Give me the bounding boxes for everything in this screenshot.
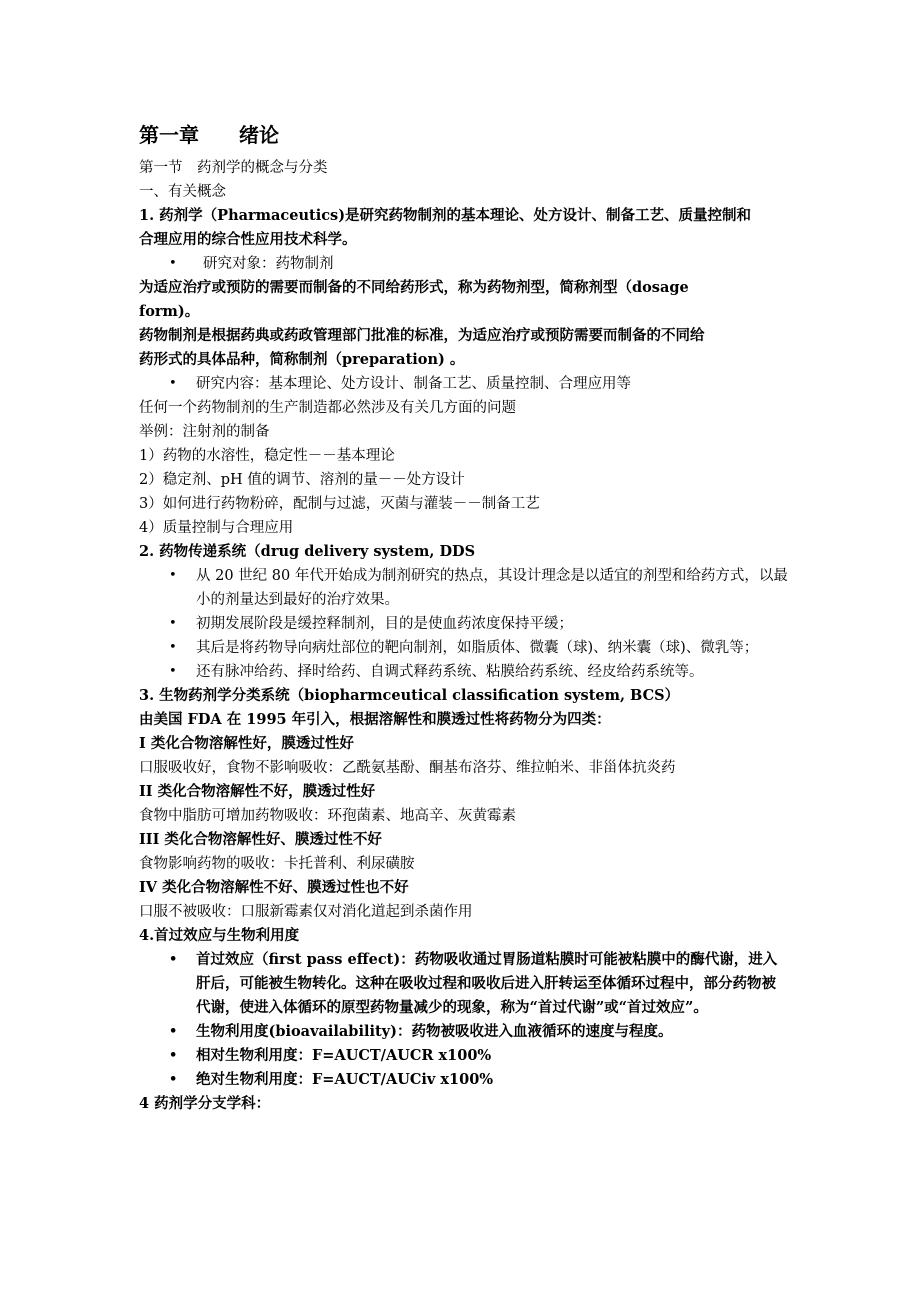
subsection-title: 一、有关概念 xyxy=(139,184,226,200)
dosage-line1: 为适应治疗或预防的需要而制备的不同给药形式，称为药物剂型，简称剂型（dosage xyxy=(139,279,689,296)
dds-bullet-2 xyxy=(139,612,789,636)
example-line: 举例：注射剂的制备 xyxy=(139,424,270,440)
problem-line: 任何一个药物制剂的生产制造都必然涉及有关几方面的问题 xyxy=(139,400,516,416)
bullet-text: 研究对象：药物制剂 xyxy=(203,256,334,272)
bcs-class4-desc: 口服不被吸收：口服新霉素仅对消化道起到杀菌作用 xyxy=(139,904,473,920)
bullet-icon: • xyxy=(169,616,177,631)
bullet-text: 其后是将药物导向病灶部位的靶向制剂，如脂质体、微囊（球)、纳米囊（球)、微乳等； xyxy=(196,640,759,656)
absolute-ba-bullet xyxy=(139,1068,789,1092)
bcs-intro: 由美国 FDA 在 1995 年引入，根据溶解性和膜透过性将药物分为四类： xyxy=(139,711,611,728)
item1-line1: 1. 药剂学（Pharmaceutics)是研究药物制剂的基本理论、处方设计、制备工艺、质量控制和 xyxy=(139,207,752,224)
bullet-research-object xyxy=(139,252,789,276)
example-item-4: 4）质量控制与合理应用 xyxy=(139,520,294,536)
first-pass-bullet xyxy=(139,948,789,1020)
bcs-class4-title: IV 类化合物溶解性不好、膜透过性也不好 xyxy=(139,879,409,896)
bullet-icon: • xyxy=(169,1048,178,1063)
section-title: 第一节 药剂学的概念与分类 xyxy=(139,160,328,176)
prep-line1: 药物制剂是根据药典或药政管理部门批准的标准，为适应治疗或预防需要而制备的不同给 xyxy=(139,327,705,344)
bioavailability-bullet xyxy=(139,1020,789,1044)
bullet-research-content xyxy=(139,372,789,396)
item2-title: 2. 药物传递系统（drug delivery system, DDS xyxy=(139,543,476,560)
dds-bullet-1 xyxy=(139,564,789,612)
example-item-3: 3）如何进行药物粉碎，配制与过滤，灭菌与灌装－－制备工艺 xyxy=(139,496,540,512)
bullet-text: 绝对生物利用度：F=AUCT/AUCiv x100% xyxy=(196,1071,494,1088)
bcs-class2-desc: 食物中脂肪可增加药物吸收：环孢菌素、地高辛、灰黄霉素 xyxy=(139,808,516,824)
bullet-icon: • xyxy=(169,952,178,967)
document-page xyxy=(139,120,789,1116)
item5-title: 4 药剂学分支学科： xyxy=(139,1095,271,1112)
item3-title: 3. 生物药剂学分类系统（biopharmceutical classification system, BCS） xyxy=(139,687,680,704)
example-item-2: 2）稳定剂、pH 值的调节、溶剂的量－－处方设计 xyxy=(139,472,465,488)
dds-bullet-3 xyxy=(139,636,789,660)
bullet-text: 从 20 世纪 80 年代开始成为制剂研究的热点，其设计理念是以适宜的剂型和给药方式，以最小的剂量达到最好的治疗效果。 xyxy=(196,568,788,608)
prep-line2: 药形式的具体品种，简称制剂（preparation) 。 xyxy=(139,351,465,368)
bullet-text: 研究内容：基本理论、处方设计、制备工艺、质量控制、合理应用等 xyxy=(196,376,631,392)
bcs-class2-title: II 类化合物溶解性不好，膜透过性好 xyxy=(139,783,376,800)
bullet-text: 还有脉冲给药、择时给药、自调式释药系统、粘膜给药系统、经皮给药系统等。 xyxy=(196,664,704,680)
bullet-icon: • xyxy=(169,640,177,655)
bullet-icon: • xyxy=(169,376,177,391)
item1-line2: 合理应用的综合性应用技术科学。 xyxy=(139,231,357,248)
bullet-text: 生物利用度(bioavailability)：药物被吸收进入血液循环的速度与程度。 xyxy=(196,1023,673,1040)
dosage-line2: form)。 xyxy=(139,303,200,320)
bcs-class1-desc: 口服吸收好，食物不影响吸收：乙酰氨基酚、酮基布洛芬、维拉帕米、非甾体抗炎药 xyxy=(139,760,676,776)
bullet-icon: • xyxy=(169,664,177,679)
relative-ba-bullet xyxy=(139,1044,789,1068)
bullet-text: 初期发展阶段是缓控释制剂，目的是使血药浓度保持平缓； xyxy=(196,616,573,632)
example-item-1: 1）药物的水溶性，稳定性－－基本理论 xyxy=(139,448,395,464)
bullet-icon: • xyxy=(169,256,177,271)
bullet-icon: • xyxy=(169,1024,178,1039)
bullet-text: 相对生物利用度：F=AUCT/AUCR x100% xyxy=(196,1047,492,1064)
bcs-class1-title: I 类化合物溶解性好，膜透过性好 xyxy=(139,735,354,752)
bcs-class3-title: III 类化合物溶解性好、膜透过性不好 xyxy=(139,831,382,848)
bullet-text: 首过效应（first pass effect)：药物吸收通过胃肠道粘膜时可能被粘膜中的酶代谢，进入肝后，可能被生物转化。这种在吸收过程和吸收后进入肝转运至体循环过程中，部分药物被代谢，使进入体循环的原型药物量减少的现象，称为“首过代谢”或“首过效应”。 xyxy=(196,951,778,1016)
item4-title: 4.首过效应与生物利用度 xyxy=(139,927,300,944)
bullet-icon: • xyxy=(169,1072,178,1087)
chapter-title: 第一章 绪论 xyxy=(139,123,279,147)
bcs-class3-desc: 食物影响药物的吸收：卡托普利、利尿磺胺 xyxy=(139,856,415,872)
bullet-icon: • xyxy=(169,568,177,583)
dds-bullet-4 xyxy=(139,660,789,684)
